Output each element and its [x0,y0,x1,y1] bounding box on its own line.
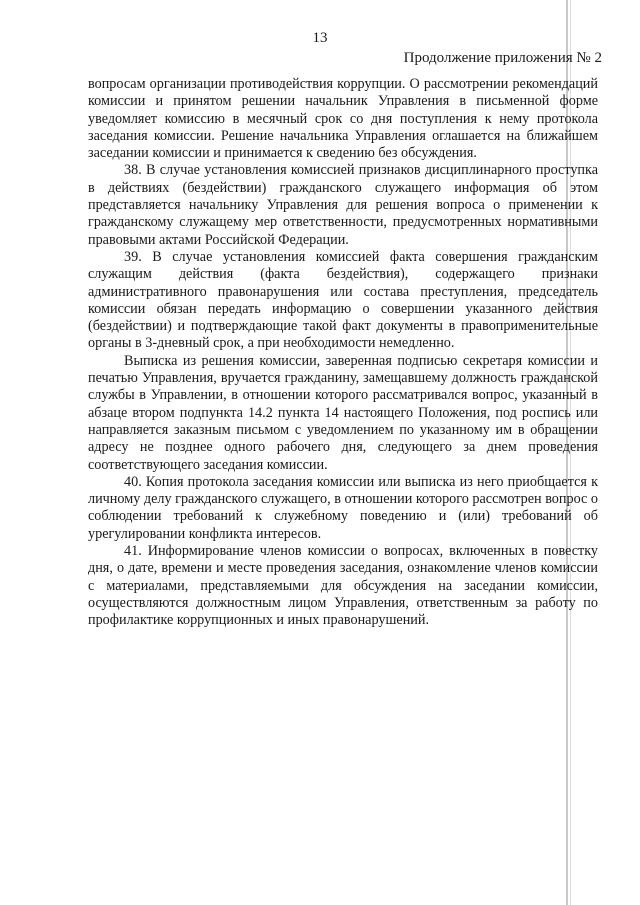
page-number: 13 [312,30,328,46]
paragraph-38: 38. В случае установления комиссией признаков дисциплинарного проступка в действиях (бездействии) гражданского служащего информация об этом представляется начальнику Управления для решения вопроса о применении к гражданскому служащему мер ответственности, предусмотренных нормативными правовыми актами Российской Федерации. [88,162,598,248]
appendix-label: Продолжение приложения № 2 [403,50,602,66]
paragraph-continuation: вопросам организации противодействия коррупции. О рассмотрении рекомендаций комиссии и принятом решении начальник Управления в письменной форме уведомляет комиссию в месячный срок со дня поступления к нему протокола заседания комиссии. Решение начальника Управления оглашается на ближайшем заседании комиссии и принимается к сведению без обсуждения. [88,76,598,162]
paragraph-39: 39. В случае установления комиссией факта совершения гражданским служащим действия (факта бездействия), содержащего признаки административного правонарушения или состава преступления, председатель комиссии обязан передать информацию о совершении указанного действия (бездействии) и подтверждающие такой факт документы в правоприменительные органы в 3-дневный срок, а при необходимости немедленно. [88,248,598,352]
paragraph-extract: Выписка из решения комиссии, заверенная подписью секретаря комиссии и печатью Управления, вручается гражданину, замещавшему должность гражданской службы в Управлении, в отношении которого рассматривался вопрос, указанный в абзаце втором подпункта 14.2 пункта 14 настоящего Положения, под роспись или направляется заказным письмом с уведомлением по указанному им в обращении адресу не позднее одного рабочего дня, следующего за днем проведения соответствующего заседания комиссии. [88,352,598,473]
paragraph-41: 41. Информирование членов комиссии о вопросах, включенных в повестку дня, о дате, времени и месте проведения заседания, ознакомление членов комиссии с материалами, представляемыми для обсуждения на заседании комиссии, осуществляются должностным лицом Управления, ответственным за работу по профилактике коррупционных и иных правонарушений. [88,543,598,629]
paragraph-40: 40. Копия протокола заседания комиссии или выписка из него приобщается к личному делу гражданского служащего, в отношении которого рассмотрен вопрос о соблюдении требований к служебному поведению и (или) требований об урегулировании конфликта интересов. [88,473,598,542]
document-body [88,76,598,630]
